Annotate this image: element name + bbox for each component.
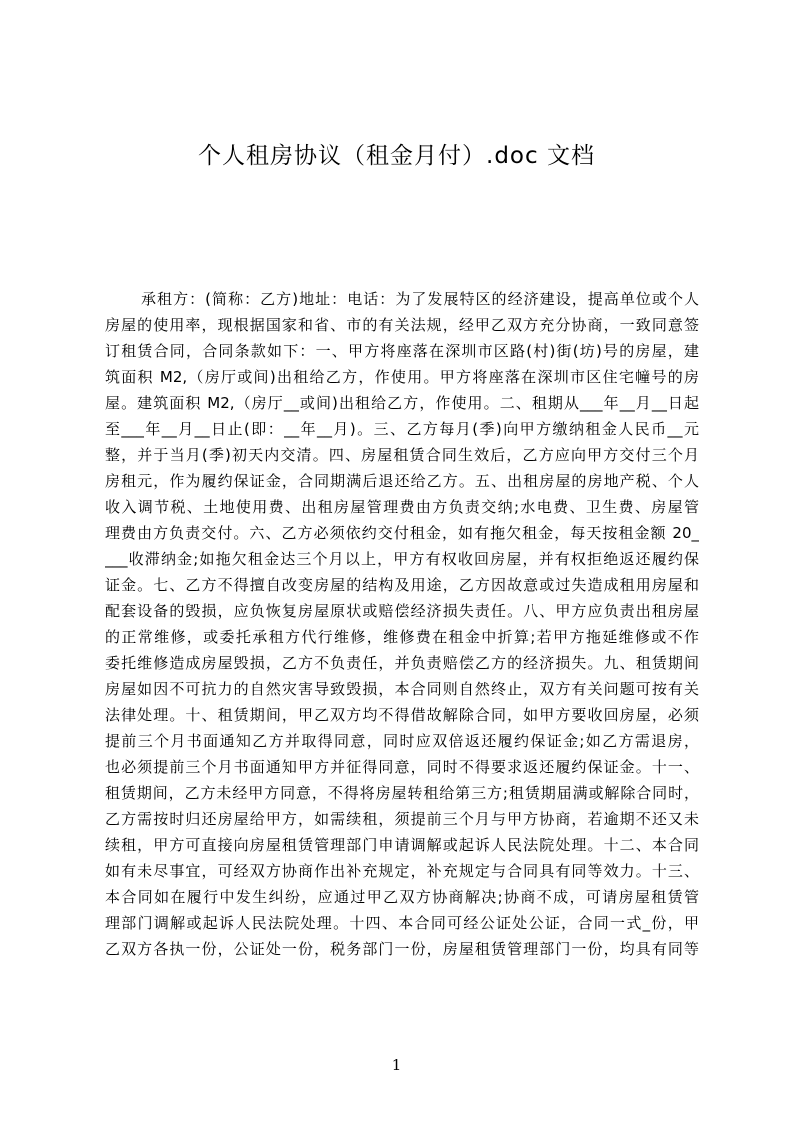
body-text-line: 委托维修造成房屋毁损，乙方不负责任，并负责赔偿乙方的经济损失。九、租赁期间 bbox=[105, 654, 699, 672]
body-text-line: 房屋如因不可抗力的自然灾害导致毁损，本合同则自然终止，双方有关问题可按有关 bbox=[105, 680, 699, 698]
document-body bbox=[105, 286, 699, 962]
body-text-line: 至___年__月__日止(即：__年__月)。三、乙方每月(季)向甲方缴纳租金人民币__元 bbox=[105, 420, 699, 438]
body-text-line: 房屋的使用率，现根据国家和省、市的有关法规，经甲乙双方充分协商，一致同意签 bbox=[105, 316, 699, 334]
body-text-line: 租赁期间，乙方未经甲方同意，不得将房屋转租给第三方;租赁期届满或解除合同时， bbox=[105, 784, 699, 802]
body-text-line: 证金。七、乙方不得擅自改变房屋的结构及用途，乙方因故意或过失造成租用房屋和 bbox=[105, 576, 699, 594]
document-title: 个人租房协议（租金月付）.doc 文档 bbox=[198, 143, 595, 169]
body-text-line: 房租元，作为履约保证金，合同期满后退还给乙方。五、出租房屋的房地产税、个人 bbox=[105, 472, 699, 490]
body-text-line: 承租方：(简称：乙方)地址：电话：为了发展特区的经济建设，提高单位或个人 bbox=[141, 290, 699, 308]
body-text-line: 理费由方负责交付。六、乙方必须依约交付租金，如有拖欠租金，每天按租金额 20_ bbox=[105, 524, 699, 542]
body-text-line: 如有未尽事宜，可经双方协商作出补充规定，补充规定与合同具有同等效力。十三、 bbox=[105, 862, 699, 880]
body-text-line: 理部门调解或起诉人民法院处理。十四、本合同可经公证处公证，合同一式_份，甲 bbox=[105, 914, 699, 932]
body-text-line: 配套设备的毁损，应负恢复房屋原状或赔偿经济损失责任。八、甲方应负责出租房屋 bbox=[105, 602, 699, 620]
body-text-line: 屋。建筑面积 M2,（房厅__或间)出租给乙方，作使用。二、租期从___年__月__日起 bbox=[105, 394, 699, 412]
body-text-line: 订租赁合同，合同条款如下：一、甲方将座落在深圳市区路(村)街(坊)号的房屋，建 bbox=[105, 342, 699, 360]
body-text-line: 收入调节税、土地使用费、出租房屋管理费由方负责交纳;水电费、卫生费、房屋管 bbox=[105, 498, 699, 516]
body-text-line: 整，并于当月(季)初天内交清。四、房屋租赁合同生效后，乙方应向甲方交付三个月 bbox=[105, 446, 699, 464]
body-text-line: 提前三个月书面通知乙方并取得同意，同时应双倍返还履约保证金;如乙方需退房， bbox=[105, 732, 699, 750]
body-text-line: 也必须提前三个月书面通知甲方并征得同意，同时不得要求返还履约保证金。十一、 bbox=[105, 758, 699, 776]
body-text-line: 乙双方各执一份，公证处一份，税务部门一份，房屋租赁管理部门一份，均具有同等 bbox=[105, 940, 699, 958]
body-text-line: ___收滞纳金;如拖欠租金达三个月以上，甲方有权收回房屋，并有权拒绝返还履约保 bbox=[105, 550, 699, 568]
body-text-line: 筑面积 M2,（房厅或间)出租给乙方，作使用。甲方将座落在深圳市区住宅幢号的房 bbox=[105, 368, 699, 386]
body-text-line: 本合同如在履行中发生纠纷，应通过甲乙双方协商解决;协商不成，可请房屋租赁管 bbox=[105, 888, 699, 906]
page-number: 1 bbox=[391, 1056, 402, 1074]
body-text-line: 续租，甲方可直接向房屋租赁管理部门申请调解或起诉人民法院处理。十二、本合同 bbox=[105, 836, 699, 854]
body-text-line: 的正常维修，或委托承租方代行维修，维修费在租金中折算;若甲方拖延维修或不作 bbox=[105, 628, 699, 646]
body-text-line: 法律处理。十、租赁期间，甲乙双方均不得借故解除合同，如甲方要收回房屋，必须 bbox=[105, 706, 699, 724]
body-text-line: 乙方需按时归还房屋给甲方，如需续租，须提前三个月与甲方协商，若逾期不还又未 bbox=[105, 810, 699, 828]
